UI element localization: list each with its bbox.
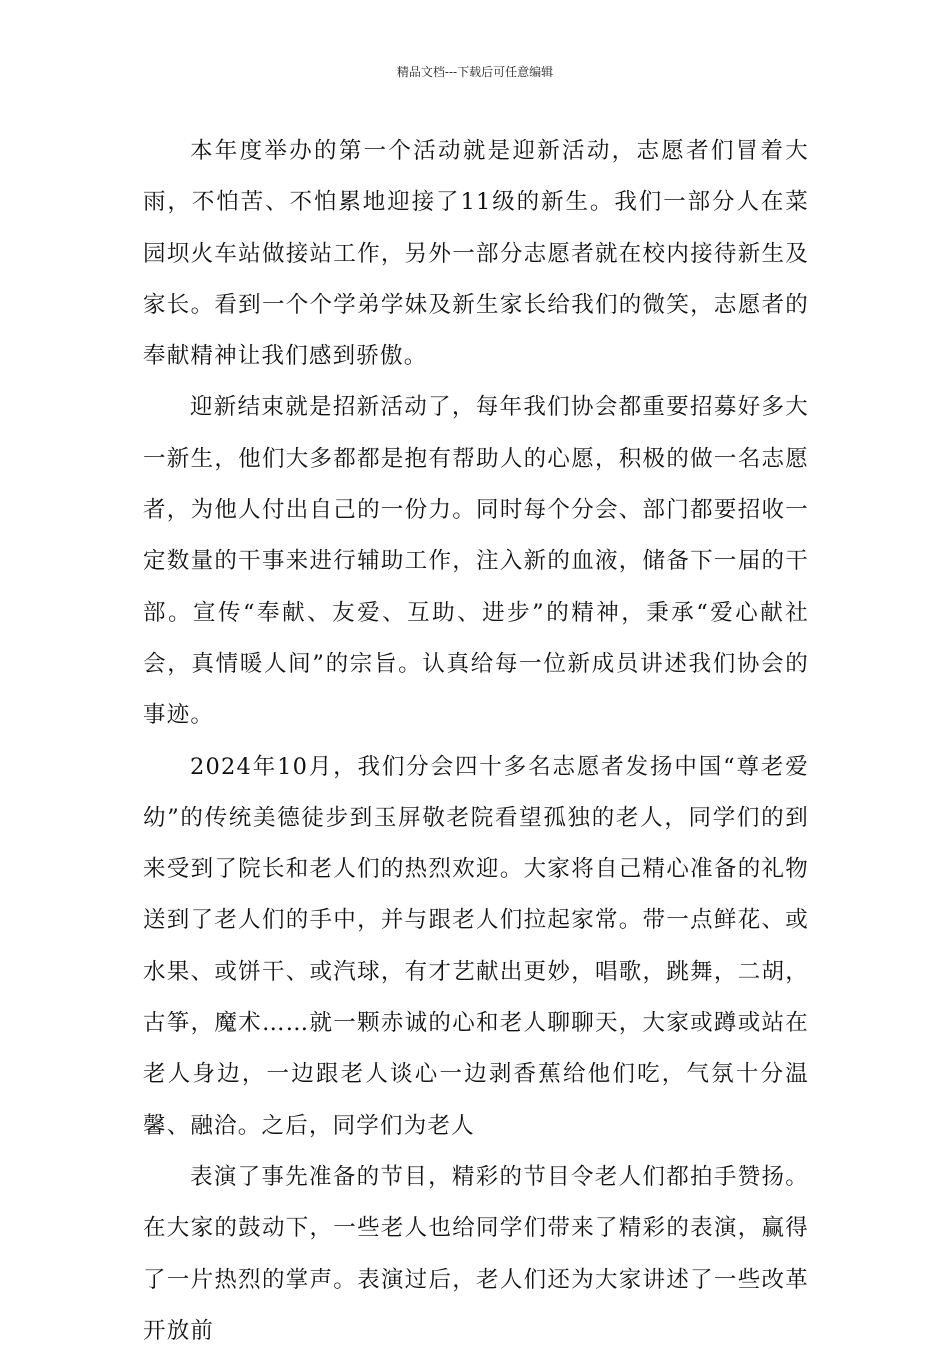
page-header: 精品文档---下载后可任意编辑 [396,65,554,79]
paragraph-nursing-home-visit: 2024年10月，我们分会四十多名志愿者发扬中国“尊老爱幼”的传统美德徒步到玉屏敬老院看望孤独的老人，同学们的到来受到了院长和老人们的热烈欢迎。大家将自己精心准备的礼物送到了老人们的手中，并与跟老人们拉起家常。带一点鲜花、或水果、或饼干、或汽球，有才艺献出更妙，唱歌，跳舞，二胡，古筝，魔术……就一颗赤诚的心和老人聊聊天，大家或蹲或站在老人身边，一边跟老人谈心一边剥香蕉给他们吃，气氛十分温馨、融洽。之后，同学们为老人 [143,753,809,1139]
document-body [143,126,809,1357]
paragraph-recruitment: 迎新结束就是招新活动了，每年我们协会都重要招募好多大一新生，他们大多都都是抱有帮助人的心愿，积极的做一名志愿者，为他人付出自己的一份力。同时每个分会、部门都要招收一定数量的干事来进行辅助工作，注入新的血液，储备下一届的干部。宣传“奉献、友爱、互助、进步”的精神，秉承“爱心献社会，真情暖人间”的宗旨。认真给每一位新成员讲述我们协会的事迹。 [143,394,809,729]
paragraph-welcome-activity: 本年度举办的第一个活动就是迎新活动，志愿者们冒着大雨，不怕苦、不怕累地迎接了11级的新生。我们一部分人在菜园坝火车站做接站工作，另外一部分志愿者就在校内接待新生及家长。看到一个个学弟学妹及新生家长给我们的微笑，志愿者的奉献精神让我们感到骄傲。 [143,138,809,370]
paragraph-performance: 表演了事先准备的节目，精彩的节目令老人们都拍手赞扬。在大家的鼓动下，一些老人也给同学们带来了精彩的表演，赢得了一片热烈的掌声。表演过后，老人们还为大家讲述了一些改革开放前 [143,1163,809,1344]
